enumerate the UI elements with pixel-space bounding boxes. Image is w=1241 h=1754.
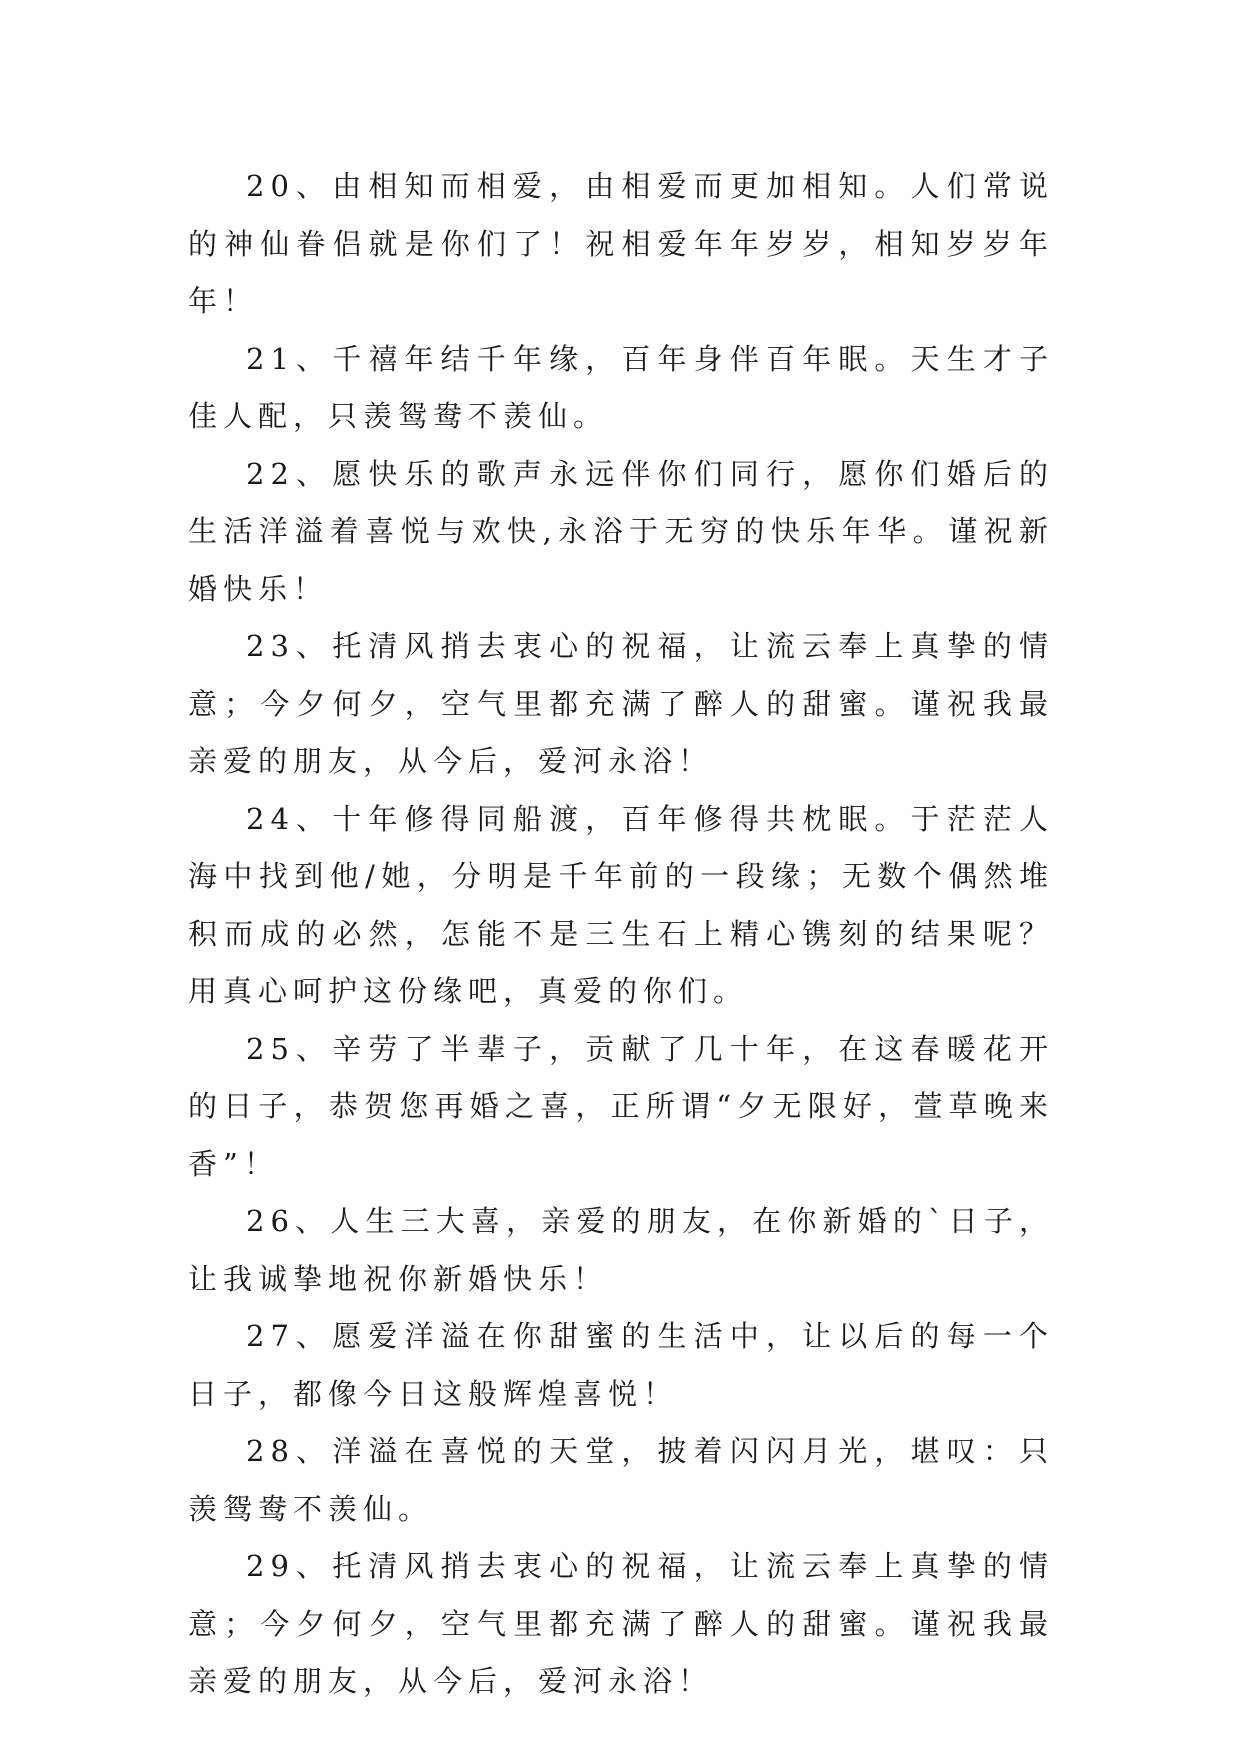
paragraph-20: 20、由相知而相爱，由相爱而更加相知。人们常说的神仙眷侣就是你们了！祝相爱年年岁岁，相知岁岁年年！	[188, 169, 1054, 318]
paragraph-26: 26、人生三大喜，亲爱的朋友，在你新婚的`日子，让我诚挚地祝你新婚快乐！	[188, 1204, 1054, 1296]
paragraph-22: 22、愿快乐的歌声永远伴你们同行，愿你们婚后的生活洋溢着喜悦与欢快,永浴于无穷的快乐年华。谨祝新婚快乐！	[188, 456, 1054, 606]
document-page	[188, 158, 1054, 1711]
paragraph-28: 28、洋溢在喜悦的天堂，披着闪闪月光，堪叹：只羡鸳鸯不羡仙。	[188, 1434, 1054, 1526]
paragraph-21: 21、千禧年结千年缘，百年身伴百年眠。天生才子佳人配，只羡鸳鸯不羡仙。	[188, 341, 1054, 433]
paragraph-27: 27、愿爱洋溢在你甜蜜的生活中，让以后的每一个日子，都像今日这般辉煌喜悦！	[188, 1319, 1054, 1411]
paragraph-25: 25、辛劳了半辈子，贡献了几十年，在这春暖花开的日子，恭贺您再婚之喜，正所谓“夕无限好，萱草晚来香”！	[188, 1031, 1054, 1181]
paragraph-23: 23、托清风捎去衷心的祝福，让流云奉上真挚的情意；今夕何夕，空气里都充满了醉人的甜蜜。谨祝我最亲爱的朋友，从今后，爱河永浴！	[188, 629, 1054, 778]
paragraph-24: 24、十年修得同船渡，百年修得共枕眠。于茫茫人海中找到他/她，分明是千年前的一段缘；无数个偶然堆积而成的必然，怎能不是三生石上精心镌刻的结果呢？用真心呵护这份缘吧，真爱的你们。	[188, 801, 1054, 1008]
paragraph-29: 29、托清风捎去衷心的祝福，让流云奉上真挚的情意；今夕何夕，空气里都充满了醉人的甜蜜。谨祝我最亲爱的朋友，从今后，爱河永浴！	[188, 1549, 1054, 1698]
